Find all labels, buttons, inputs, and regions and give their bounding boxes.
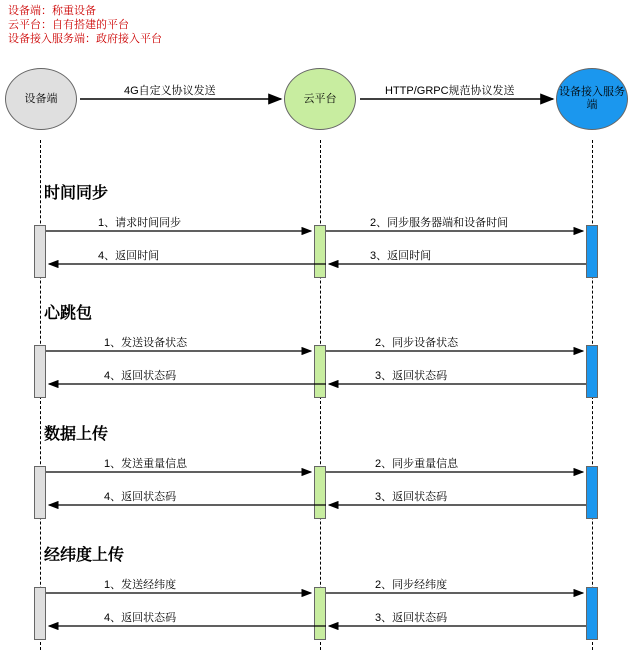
message-label-s4-left-forward: 1、发送经纬度 [104, 579, 177, 591]
activation-cloud-2 [314, 345, 326, 398]
message-label-s4-right-return: 3、返回状态码 [375, 612, 448, 624]
section-title-1: 时间同步 [44, 185, 109, 202]
activation-gov-4 [586, 587, 598, 640]
message-label-s1-right-forward: 2、同步服务器端和设备时间 [370, 217, 509, 229]
message-label-s3-left-forward: 1、发送重量信息 [104, 458, 188, 470]
activation-gov-1 [586, 225, 598, 278]
message-label-s2-left-forward: 1、发送设备状态 [104, 337, 188, 349]
message-label-s3-left-return: 4、返回状态码 [104, 491, 177, 503]
activation-device-1 [34, 225, 46, 278]
section-title-4: 经纬度上传 [44, 547, 125, 564]
legend-line-2: 云平台：自有搭建的平台 [8, 19, 129, 31]
message-label-s2-right-forward: 2、同步设备状态 [375, 337, 459, 349]
activation-gov-3 [586, 466, 598, 519]
legend-line-1: 设备端：称重设备 [8, 5, 96, 17]
message-label-s4-right-forward: 2、同步经纬度 [375, 579, 448, 591]
actor-cloud-label: 云平台 [303, 92, 337, 105]
activation-cloud-4 [314, 587, 326, 640]
activation-device-3 [34, 466, 46, 519]
section-title-2: 心跳包 [44, 305, 93, 322]
activation-cloud-1 [314, 225, 326, 278]
message-label-s1-left-forward: 1、请求时间同步 [98, 217, 182, 229]
top-arrow-label-1: 4G自定义协议发送 [124, 85, 216, 97]
message-label-s4-left-return: 4、返回状态码 [104, 612, 177, 624]
message-label-s2-left-return: 4、返回状态码 [104, 370, 177, 382]
actor-gov [556, 68, 628, 130]
activation-cloud-3 [314, 466, 326, 519]
message-label-s3-right-return: 3、返回状态码 [375, 491, 448, 503]
top-arrow-label-2: HTTP/GRPC规范协议发送 [385, 85, 515, 97]
actor-device [5, 68, 77, 130]
message-label-s1-left-return: 4、返回时间 [98, 250, 160, 262]
message-label-s1-right-return: 3、返回时间 [370, 250, 432, 262]
message-label-s3-right-forward: 2、同步重量信息 [375, 458, 459, 470]
activation-device-4 [34, 587, 46, 640]
actor-device-label: 设备端 [24, 92, 58, 105]
legend [8, 4, 162, 46]
section-title-3: 数据上传 [44, 426, 109, 443]
message-label-s2-right-return: 3、返回状态码 [375, 370, 448, 382]
legend-line-3: 设备接入服务端：政府接入平台 [8, 33, 162, 45]
actor-cloud [284, 68, 356, 130]
activation-gov-2 [586, 345, 598, 398]
actor-gov-label: 设备接入服务端 [559, 86, 625, 111]
activation-device-2 [34, 345, 46, 398]
